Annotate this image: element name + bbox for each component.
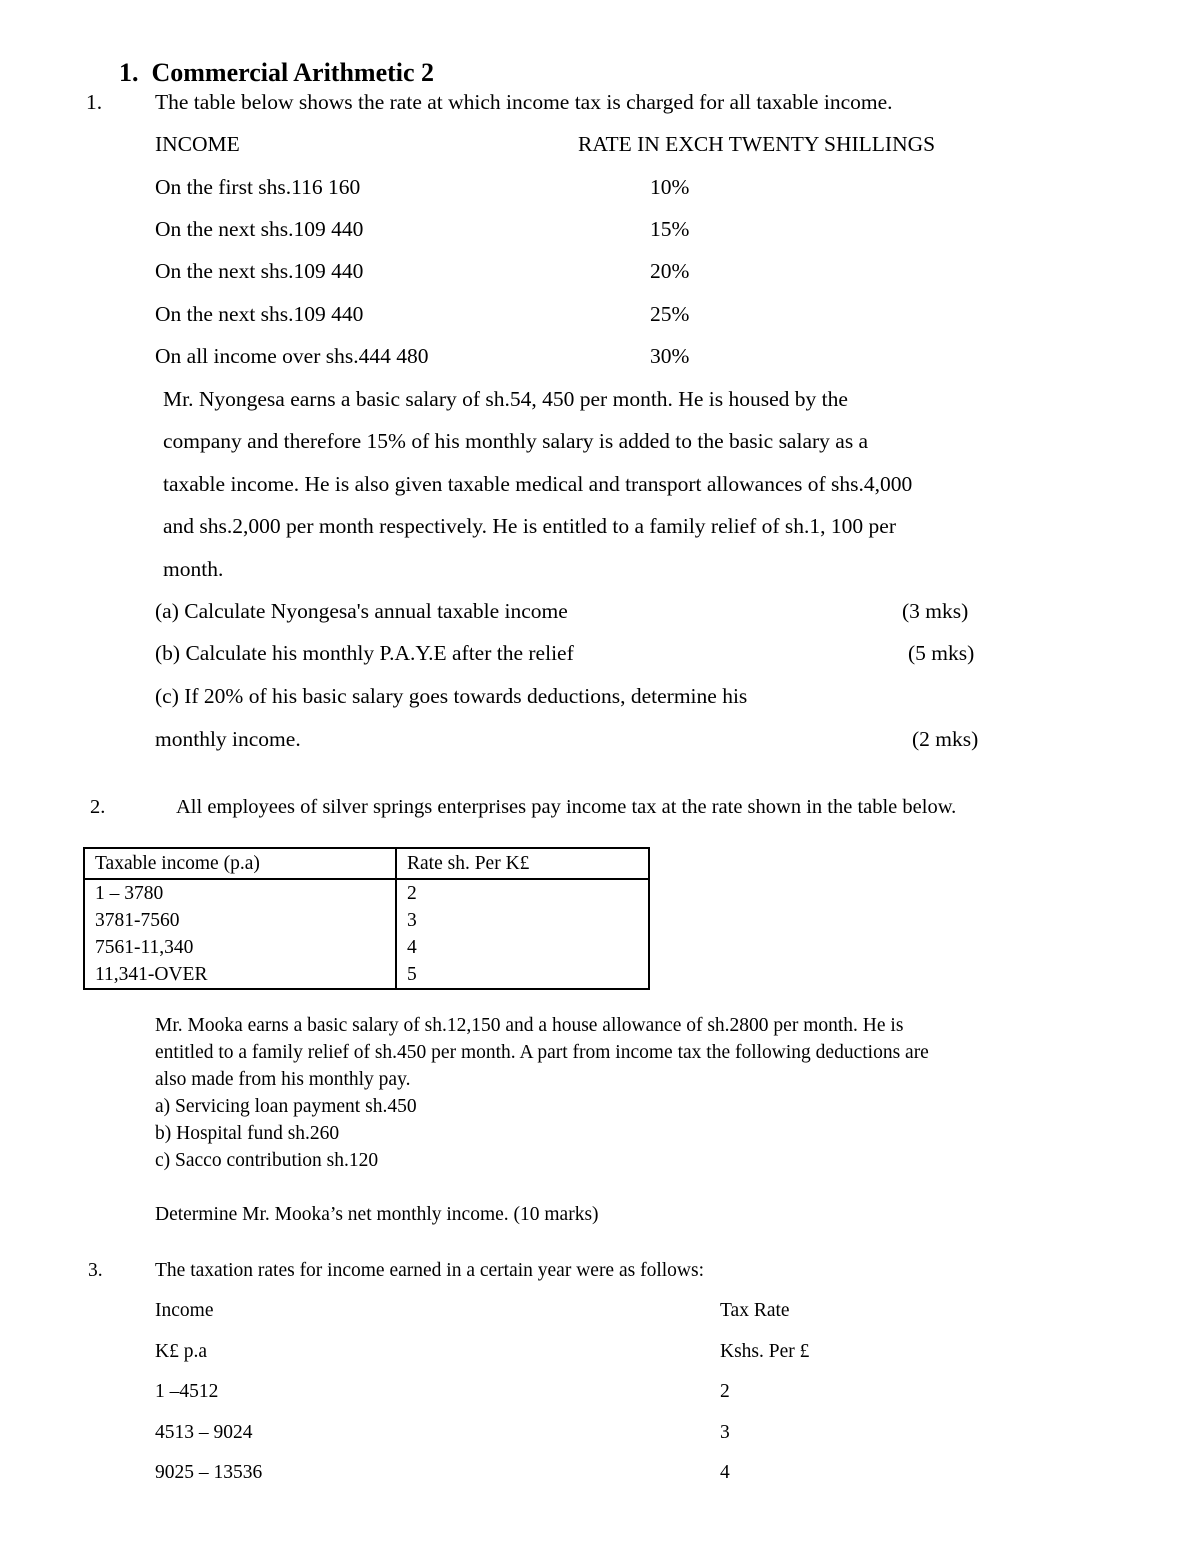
- q3-head-income: Income: [155, 1300, 214, 1321]
- table-cell: 11,341-OVER: [84, 961, 396, 989]
- q1-row-income: On all income over shs.444 480: [155, 344, 429, 368]
- q1-para-line: and shs.2,000 per month respectively. He is entitled to a family relief of sh.1, 100 per: [163, 514, 897, 538]
- q1-number: 1.: [86, 90, 103, 114]
- q1-part-c-marks: (2 mks): [912, 727, 979, 751]
- table-cell: 3781-7560: [84, 907, 396, 934]
- table-cell: 2: [396, 879, 649, 907]
- q1-row-income: On the next shs.109 440: [155, 302, 364, 326]
- table-cell: 4: [396, 934, 649, 961]
- q2-tax-table: [83, 847, 650, 990]
- page-title: [119, 58, 434, 88]
- q3-intro: The taxation rates for income earned in a certain year were as follows:: [155, 1260, 704, 1281]
- q2-deduction: c) Sacco contribution sh.120: [155, 1150, 379, 1171]
- q1-intro: The table below shows the rate at which income tax is charged for all taxable income.: [155, 90, 893, 114]
- q1-part-b: (b) Calculate his monthly P.A.Y.E after the relief: [155, 641, 574, 665]
- q2-deduction: a) Servicing loan payment sh.450: [155, 1096, 417, 1117]
- q1-para-line: taxable income. He is also given taxable medical and transport allowances of shs.4,000: [163, 472, 913, 496]
- q3-sub-rate: Kshs. Per £: [720, 1341, 810, 1362]
- table-header-cell: Taxable income (p.a): [84, 848, 396, 879]
- q3-row-rate: 4: [720, 1462, 730, 1483]
- q1-head-income: INCOME: [155, 132, 240, 156]
- table-row: [84, 934, 649, 961]
- q1-para-line: Mr. Nyongesa earns a basic salary of sh.54, 450 per month. He is housed by the: [163, 387, 848, 411]
- q1-row-rate: 30%: [650, 344, 690, 368]
- table-row: [84, 907, 649, 934]
- q1-part-a: (a) Calculate Nyongesa's annual taxable income: [155, 599, 568, 623]
- q1-para-line: company and therefore 15% of his monthly salary is added to the basic salary as a: [163, 429, 869, 453]
- q3-row-income: 4513 – 9024: [155, 1422, 253, 1443]
- q2-para-line: also made from his monthly pay.: [155, 1069, 411, 1090]
- title-text: Commercial Arithmetic 2: [151, 58, 435, 87]
- table-cell: 7561-11,340: [84, 934, 396, 961]
- q3-number: 3.: [88, 1260, 103, 1281]
- q3-row-rate: 3: [720, 1422, 730, 1443]
- q3-row-income: 9025 – 13536: [155, 1462, 263, 1483]
- q1-head-rate: RATE IN EXCH TWENTY SHILLINGS: [578, 132, 936, 156]
- q1-row-rate: 10%: [650, 175, 690, 199]
- q1-part-a-marks: (3 mks): [902, 599, 969, 623]
- table-header-row: [84, 848, 649, 879]
- table-header-cell: Rate sh. Per K£: [396, 848, 649, 879]
- q1-part-c: (c) If 20% of his basic salary goes towards deductions, determine his: [155, 684, 748, 708]
- q1-part-b-marks: (5 mks): [908, 641, 975, 665]
- table-cell: 3: [396, 907, 649, 934]
- q3-head-rate: Tax Rate: [720, 1300, 790, 1321]
- q3-sub-income: K£ p.a: [155, 1341, 207, 1362]
- q1-row-rate: 15%: [650, 217, 690, 241]
- q2-intro: All employees of silver springs enterprises pay income tax at the rate shown in the table below.: [176, 796, 957, 818]
- q2-deduction: b) Hospital fund sh.260: [155, 1123, 340, 1144]
- q3-row-income: 1 –4512: [155, 1381, 219, 1402]
- q2-para-line: entitled to a family relief of sh.450 per month. A part from income tax the following deductions are: [155, 1042, 929, 1063]
- q2-para-line: Mr. Mooka earns a basic salary of sh.12,150 and a house allowance of sh.2800 per month. He is: [155, 1015, 904, 1036]
- q1-row-income: On the first shs.116 160: [155, 175, 361, 199]
- q1-row-income: On the next shs.109 440: [155, 259, 364, 283]
- q1-para-line: month.: [163, 557, 224, 581]
- table-cell: 5: [396, 961, 649, 989]
- q1-part-c-cont: monthly income.: [155, 727, 301, 751]
- q2-number: 2.: [90, 796, 106, 818]
- title-number: 1.: [119, 58, 139, 87]
- q1-row-rate: 25%: [650, 302, 690, 326]
- q1-row-rate: 20%: [650, 259, 690, 283]
- table-row: [84, 961, 649, 989]
- table-cell: 1 – 3780: [84, 879, 396, 907]
- q2-task: Determine Mr. Mooka’s net monthly income. (10 marks): [155, 1204, 599, 1225]
- q3-row-rate: 2: [720, 1381, 730, 1402]
- table-row: [84, 879, 649, 907]
- q1-row-income: On the next shs.109 440: [155, 217, 364, 241]
